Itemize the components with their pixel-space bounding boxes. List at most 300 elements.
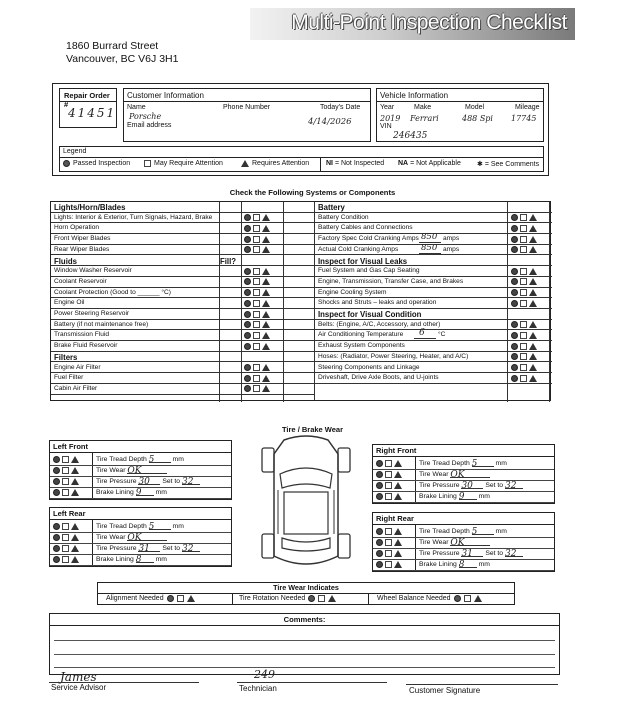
- tb-rr-pressure-may-require-icon[interactable]: [385, 550, 392, 557]
- tb-lf-lining-requires-icon[interactable]: [71, 489, 79, 496]
- rotation-passed-icon[interactable]: [308, 595, 315, 602]
- section-heading-battery: [315, 202, 552, 213]
- condition-5-requires-icon[interactable]: [529, 375, 537, 382]
- fluids-0-passed-icon[interactable]: [244, 268, 251, 275]
- systems-table: [50, 201, 551, 401]
- check-item-label: Driveshaft, Drive Axle Boots, and U-joints: [318, 374, 439, 382]
- tire-row-tread: [96, 455, 184, 463]
- condition-3-may-require-icon[interactable]: [520, 353, 527, 360]
- leaks-3-may-require-icon[interactable]: [520, 300, 527, 307]
- battery-3-requires-icon[interactable]: [529, 246, 537, 253]
- check-row[interactable]: [51, 213, 314, 224]
- tire-row-pressure: [419, 549, 523, 557]
- set-value[interactable]: 32: [181, 476, 194, 487]
- tb-rf-wear-passed-icon[interactable]: [376, 471, 383, 478]
- tb-rf-heading: Right Front: [376, 446, 417, 455]
- battery-3-may-require-icon[interactable]: [520, 246, 527, 253]
- mm-unit: mm: [478, 493, 490, 501]
- section-heading-condition: [315, 309, 552, 320]
- tb-lf-wear-passed-icon[interactable]: [53, 467, 60, 474]
- tb-lf-heading: Left Front: [53, 442, 88, 451]
- wear-value[interactable]: OK: [127, 532, 142, 543]
- check-row[interactable]: [51, 298, 314, 309]
- set-value[interactable]: 32: [504, 480, 517, 491]
- lining-value[interactable]: 8: [135, 555, 142, 566]
- check-item-label: Coolant Reservoir: [54, 277, 107, 285]
- tb-rf-lining-may-require-icon[interactable]: [385, 493, 392, 500]
- condition-4-requires-icon[interactable]: [529, 364, 537, 371]
- alignment-needed-label: Alignment Needed: [106, 595, 164, 602]
- service-advisor-label: Service Advisor: [51, 683, 107, 692]
- wear-value[interactable]: OK: [127, 465, 142, 476]
- wear-value[interactable]: OK: [450, 537, 465, 548]
- comments-box[interactable]: [49, 613, 560, 675]
- pressure-value[interactable]: 30: [138, 476, 150, 487]
- customer-signature-label[interactable]: Customer Signature: [409, 686, 481, 695]
- wear-value[interactable]: OK: [450, 469, 465, 480]
- condition-3-passed-icon[interactable]: [511, 353, 518, 360]
- model-label: Model: [465, 104, 485, 111]
- battery-0-passed-icon[interactable]: [511, 214, 518, 221]
- pressure-label: Tire Pressure: [419, 481, 460, 489]
- tb-lf-pressure-may-require-icon[interactable]: [62, 478, 69, 485]
- asterisk-icon: ✱: [477, 161, 483, 168]
- tb-rr-pressure-requires-icon[interactable]: [394, 550, 402, 557]
- technician-label: Technician: [239, 684, 277, 693]
- date-label: Today's Date: [320, 104, 361, 111]
- fluids-3-passed-icon[interactable]: [244, 300, 251, 307]
- check-row[interactable]: [315, 266, 552, 277]
- battery-2-requires-icon[interactable]: [529, 236, 537, 243]
- leaks-0-requires-icon[interactable]: [529, 268, 537, 275]
- lights-2-passed-icon[interactable]: [244, 236, 251, 243]
- alignment-may-require-icon[interactable]: [177, 595, 184, 602]
- condition-5-passed-icon[interactable]: [511, 375, 518, 382]
- tb-lf-wear-requires-icon[interactable]: [71, 467, 79, 474]
- filters-2-may-require-icon[interactable]: [253, 385, 260, 392]
- check-item-label: Shocks and Struts – leaks and operation: [318, 299, 437, 307]
- lining-label: Brake Lining: [96, 556, 134, 564]
- condition-1-requires-icon[interactable]: [529, 332, 537, 339]
- fill-label: Fill?: [220, 256, 237, 266]
- year-value[interactable]: 2019: [380, 114, 401, 123]
- set-to-label: Set to: [485, 549, 504, 557]
- tread-value[interactable]: 5: [148, 521, 155, 532]
- filters-1-may-require-icon[interactable]: [253, 375, 260, 382]
- lights-2-requires-icon[interactable]: [262, 236, 270, 243]
- condition-0-requires-icon[interactable]: [529, 321, 537, 328]
- tb-rf-wear-may-require-icon[interactable]: [385, 471, 392, 478]
- make-value[interactable]: Ferrari: [410, 114, 439, 123]
- tb-rf-tread-passed-icon[interactable]: [376, 460, 383, 467]
- pressure-value[interactable]: 30: [461, 480, 473, 491]
- email-label: Email address: [127, 122, 172, 129]
- tb-rr-pressure-passed-icon[interactable]: [376, 550, 383, 557]
- pressure-value[interactable]: 31: [138, 543, 150, 554]
- lights-1-requires-icon[interactable]: [262, 225, 270, 232]
- leaks-2-passed-icon[interactable]: [511, 289, 518, 296]
- fluids-3-requires-icon[interactable]: [262, 300, 270, 307]
- battery-2-may-require-icon[interactable]: [520, 236, 527, 243]
- mm-unit: mm: [495, 459, 507, 467]
- tire-row-wear: [96, 466, 167, 474]
- tb-lr-wear-passed-icon[interactable]: [53, 534, 60, 541]
- date-value[interactable]: 4/14/2026: [308, 117, 352, 127]
- advisor-signature[interactable]: James: [60, 670, 97, 684]
- fluids-6-passed-icon[interactable]: [244, 332, 251, 339]
- balance-may-require-icon[interactable]: [464, 595, 471, 602]
- check-row[interactable]: [51, 363, 314, 374]
- fluids-1-requires-icon[interactable]: [262, 278, 270, 285]
- check-row[interactable]: [51, 309, 314, 320]
- condition-5-may-require-icon[interactable]: [520, 375, 527, 382]
- alignment-requires-icon[interactable]: [187, 595, 195, 602]
- fluids-1-may-require-icon[interactable]: [253, 278, 260, 285]
- fluids-2-may-require-icon[interactable]: [253, 289, 260, 296]
- check-item-label: Fuel System and Gas Cap Seating: [318, 267, 420, 275]
- lights-0-may-require-icon[interactable]: [253, 214, 260, 221]
- lining-label: Brake Lining: [419, 561, 457, 569]
- condition-1-passed-icon[interactable]: [511, 332, 518, 339]
- tire-wear-indicates-box: [97, 582, 515, 605]
- tb-lf-lining-may-require-icon[interactable]: [62, 489, 69, 496]
- condition-2-passed-icon[interactable]: [511, 343, 518, 350]
- leaks-3-passed-icon[interactable]: [511, 300, 518, 307]
- tb-lr-tread-passed-icon[interactable]: [53, 523, 60, 530]
- fluids-0-requires-icon[interactable]: [262, 268, 270, 275]
- check-row[interactable]: [315, 242, 552, 256]
- filters-0-passed-icon[interactable]: [244, 364, 251, 371]
- tb-lf-pressure-passed-icon[interactable]: [53, 478, 60, 485]
- condition-2-may-require-icon[interactable]: [520, 343, 527, 350]
- legend-see-comments: = See Comments: [484, 161, 540, 168]
- battery-0-requires-icon[interactable]: [529, 214, 537, 221]
- lights-3-passed-icon[interactable]: [244, 246, 251, 253]
- balance-needed-label: Wheel Balance Needed: [377, 595, 451, 602]
- tb-lf-lining-passed-icon[interactable]: [53, 489, 60, 496]
- tire-row-pressure: [419, 481, 523, 489]
- legend-na-text: = Not Applicable: [410, 160, 461, 167]
- pressure-label: Tire Pressure: [419, 549, 460, 557]
- check-item-label: Engine Cooling System: [318, 288, 387, 296]
- battery-1-may-require-icon[interactable]: [520, 225, 527, 232]
- lights-3-requires-icon[interactable]: [262, 246, 270, 253]
- pressure-label: Tire Pressure: [96, 477, 137, 485]
- tb-lf-wear-may-require-icon[interactable]: [62, 467, 69, 474]
- leaks-2-requires-icon[interactable]: [529, 289, 537, 296]
- check-item-label: Power Steering Reservoir: [54, 310, 130, 317]
- info-box: [52, 83, 549, 176]
- lining-value[interactable]: 9: [135, 488, 142, 499]
- check-item-label: Factory Spec Cold Cranking Amps: [318, 235, 419, 243]
- check-item-label: Battery (if not maintenance free): [54, 320, 149, 328]
- filters-0-requires-icon[interactable]: [262, 364, 270, 371]
- check-row[interactable]: [51, 245, 314, 256]
- check-row[interactable]: [51, 223, 314, 234]
- balance-requires-icon[interactable]: [474, 595, 482, 602]
- left-front-box: [49, 440, 232, 500]
- section-title-battery: Battery: [318, 203, 345, 212]
- set-value[interactable]: 32: [181, 543, 194, 554]
- condition-2-requires-icon[interactable]: [529, 343, 537, 350]
- check-row[interactable]: [51, 266, 314, 277]
- battery-3-passed-icon[interactable]: [511, 246, 518, 253]
- leaks-1-requires-icon[interactable]: [529, 278, 537, 285]
- make-label: Make: [414, 104, 432, 111]
- lining-value[interactable]: 8: [458, 560, 465, 571]
- tb-rr-heading: Right Rear: [376, 514, 414, 523]
- tb-lr-lining-passed-icon[interactable]: [53, 556, 60, 563]
- tire-wear-heading: Tire Wear Indicates: [273, 583, 339, 592]
- check-row[interactable]: [51, 320, 314, 331]
- tb-rr-wear-may-require-icon[interactable]: [385, 539, 392, 546]
- lights-3-may-require-icon[interactable]: [253, 246, 260, 253]
- filters-1-requires-icon[interactable]: [262, 375, 270, 382]
- tb-lr-tread-requires-icon[interactable]: [71, 523, 79, 530]
- phone-label: Phone Number: [223, 104, 271, 111]
- tread-value[interactable]: 5: [148, 454, 155, 465]
- tb-rf-pressure-requires-icon[interactable]: [394, 482, 402, 489]
- actual-amps-value[interactable]: 850: [421, 242, 438, 253]
- pressure-label: Tire Pressure: [96, 544, 137, 552]
- check-row[interactable]: [315, 320, 552, 331]
- tb-rf-pressure-passed-icon[interactable]: [376, 482, 383, 489]
- ac-temp-unit: °C: [438, 331, 446, 339]
- tb-lf-pressure-requires-icon[interactable]: [71, 478, 79, 485]
- check-row[interactable]: [315, 363, 552, 374]
- check-item-label: Coolant Protection (Good to ______ °C): [54, 288, 171, 296]
- tire-row-tread: [96, 522, 184, 530]
- tb-rf-wear-requires-icon[interactable]: [394, 471, 402, 478]
- name-label: Name: [127, 104, 146, 111]
- tire-brake-title: Tire / Brake Wear: [281, 425, 343, 434]
- amps-unit: amps: [443, 235, 460, 243]
- lining-label: Brake Lining: [419, 493, 457, 501]
- fluids-2-requires-icon[interactable]: [262, 289, 270, 296]
- rotation-may-require-icon[interactable]: [318, 595, 325, 602]
- fluids-5-passed-icon[interactable]: [244, 321, 251, 328]
- tb-lr-wear-requires-icon[interactable]: [71, 534, 79, 541]
- section-heading-leaks: [315, 256, 552, 267]
- tread-label: Tire Tread Depth: [96, 522, 147, 530]
- tb-rf-pressure-may-require-icon[interactable]: [385, 482, 392, 489]
- leaks-1-may-require-icon[interactable]: [520, 278, 527, 285]
- vin-value[interactable]: 246435: [393, 131, 428, 141]
- check-row[interactable]: [51, 234, 314, 245]
- tb-lr-pressure-requires-icon[interactable]: [71, 545, 79, 552]
- tb-lr-pressure-may-require-icon[interactable]: [62, 545, 69, 552]
- tb-lf-tread-may-require-icon[interactable]: [62, 456, 69, 463]
- repair-order-label: Repair Order #: [64, 91, 110, 109]
- tread-value[interactable]: 5: [471, 526, 478, 537]
- factory-amps-value[interactable]: 850: [421, 232, 438, 243]
- section-title-fluids: Fluids: [54, 256, 77, 266]
- condition-0-may-require-icon[interactable]: [520, 321, 527, 328]
- repair-order-box: [59, 88, 117, 128]
- tb-lf-tread-requires-icon[interactable]: [71, 456, 79, 463]
- check-row[interactable]: [51, 384, 314, 395]
- ac-temp-value[interactable]: 6: [419, 328, 425, 339]
- set-value[interactable]: 32: [504, 548, 517, 559]
- tb-rf-lining-passed-icon[interactable]: [376, 493, 383, 500]
- right-rear-box: [372, 512, 555, 572]
- fluids-1-passed-icon[interactable]: [244, 278, 251, 285]
- tread-label: Tire Tread Depth: [419, 527, 470, 535]
- tb-rr-tread-requires-icon[interactable]: [394, 528, 402, 535]
- fluids-0-may-require-icon[interactable]: [253, 268, 260, 275]
- leaks-0-may-require-icon[interactable]: [520, 268, 527, 275]
- check-item-label: Battery Condition: [318, 213, 369, 221]
- filters-2-requires-icon[interactable]: [262, 385, 270, 392]
- tb-lf-tread-passed-icon[interactable]: [53, 456, 60, 463]
- fluids-6-requires-icon[interactable]: [262, 332, 270, 339]
- passed-circle-icon: [63, 160, 70, 167]
- fluids-7-may-require-icon[interactable]: [253, 343, 260, 350]
- tire-row-wear: [419, 538, 490, 546]
- check-row[interactable]: [51, 277, 314, 288]
- tb-rr-lining-requires-icon[interactable]: [394, 561, 402, 568]
- check-row[interactable]: [315, 341, 552, 352]
- check-row[interactable]: [51, 288, 314, 299]
- check-item-label: Transmission Fluid: [54, 331, 110, 339]
- check-row[interactable]: [51, 341, 314, 352]
- right-front-box: [372, 444, 555, 504]
- fluids-4-requires-icon[interactable]: [262, 311, 270, 318]
- wear-label: Tire Wear: [419, 470, 449, 478]
- year-label: Year: [380, 104, 395, 111]
- check-row[interactable]: [315, 288, 552, 299]
- lights-0-passed-icon[interactable]: [244, 214, 251, 221]
- fluids-5-may-require-icon[interactable]: [253, 321, 260, 328]
- tb-rf-tread-requires-icon[interactable]: [394, 460, 402, 467]
- lights-0-requires-icon[interactable]: [262, 214, 270, 221]
- tb-rr-wear-passed-icon[interactable]: [376, 539, 383, 546]
- balance-passed-icon[interactable]: [454, 595, 461, 602]
- tb-rr-tread-passed-icon[interactable]: [376, 528, 383, 535]
- mm-unit: mm: [155, 489, 167, 497]
- mileage-value[interactable]: 17745: [511, 114, 537, 123]
- legend-passed: Passed Inspection: [73, 160, 131, 167]
- condition-0-passed-icon[interactable]: [511, 321, 518, 328]
- name-value[interactable]: Porsche: [129, 112, 162, 121]
- check-item-label: Hoses: (Radiator, Power Steering, Heater, and A/C): [318, 352, 469, 360]
- car-diagram-icon: [258, 434, 354, 574]
- check-row[interactable]: [315, 277, 552, 288]
- tire-row-tread: [419, 459, 507, 467]
- pressure-value[interactable]: 31: [461, 548, 473, 559]
- tb-rr-lining-may-require-icon[interactable]: [385, 561, 392, 568]
- condition-3-requires-icon[interactable]: [529, 353, 537, 360]
- section-title-condition: Inspect for Visual Condition: [318, 310, 422, 319]
- tb-rf-tread-may-require-icon[interactable]: [385, 460, 392, 467]
- fluids-2-passed-icon[interactable]: [244, 289, 251, 296]
- lining-value[interactable]: 9: [458, 492, 465, 503]
- vehicle-heading: Vehicle Information: [380, 91, 449, 100]
- mm-unit: mm: [172, 455, 184, 463]
- check-item-label: Lights: Interior & Exterior, Turn Signals, Hazard, Brake: [54, 213, 213, 221]
- lights-1-may-require-icon[interactable]: [253, 225, 260, 232]
- leaks-1-passed-icon[interactable]: [511, 278, 518, 285]
- tire-row-wear: [96, 533, 167, 541]
- section-title-filters: Filters: [54, 352, 78, 362]
- fluids-4-passed-icon[interactable]: [244, 311, 251, 318]
- repair-order-value[interactable]: 41451: [68, 106, 117, 120]
- condition-4-may-require-icon[interactable]: [520, 364, 527, 371]
- tb-rr-tread-may-require-icon[interactable]: [385, 528, 392, 535]
- legend-heading: Legend: [63, 148, 87, 155]
- check-item-label: Battery Cables and Connections: [318, 224, 413, 232]
- set-to-label: Set to: [162, 477, 181, 485]
- tb-lr-tread-may-require-icon[interactable]: [62, 523, 69, 530]
- right-systems-column: [315, 202, 552, 402]
- legend-box: [59, 146, 544, 172]
- check-item-label: Brake Fluid Reservoir: [54, 342, 118, 350]
- check-row[interactable]: [51, 373, 314, 384]
- check-row[interactable]: [315, 373, 552, 384]
- alignment-passed-icon[interactable]: [167, 595, 174, 602]
- fluids-5-requires-icon[interactable]: [262, 321, 270, 328]
- check-row[interactable]: [315, 352, 552, 363]
- lights-2-may-require-icon[interactable]: [253, 236, 260, 243]
- check-row[interactable]: [315, 298, 552, 309]
- rotation-requires-icon[interactable]: [328, 595, 336, 602]
- battery-2-passed-icon[interactable]: [511, 236, 518, 243]
- filters-0-may-require-icon[interactable]: [253, 364, 260, 371]
- battery-0-may-require-icon[interactable]: [520, 214, 527, 221]
- lights-1-passed-icon[interactable]: [244, 225, 251, 232]
- tb-rr-lining-passed-icon[interactable]: [376, 561, 383, 568]
- wear-label: Tire Wear: [96, 533, 126, 541]
- fluids-3-may-require-icon[interactable]: [253, 300, 260, 307]
- model-value[interactable]: 488 Spi: [462, 114, 493, 123]
- tb-rr-wear-requires-icon[interactable]: [394, 539, 402, 546]
- battery-1-passed-icon[interactable]: [511, 225, 518, 232]
- filters-1-passed-icon[interactable]: [244, 375, 251, 382]
- tread-label: Tire Tread Depth: [96, 455, 147, 463]
- tb-lr-pressure-passed-icon[interactable]: [53, 545, 60, 552]
- customer-heading: Customer Information: [127, 91, 204, 100]
- condition-4-passed-icon[interactable]: [511, 364, 518, 371]
- tb-rf-lining-requires-icon[interactable]: [394, 493, 402, 500]
- leaks-0-passed-icon[interactable]: [511, 268, 518, 275]
- fluids-6-may-require-icon[interactable]: [253, 332, 260, 339]
- comments-heading: Comments:: [283, 615, 326, 624]
- technician-signature[interactable]: 249: [254, 668, 275, 681]
- check-item-label: Window Washer Reservoir: [54, 267, 132, 275]
- tb-lr-wear-may-require-icon[interactable]: [62, 534, 69, 541]
- check-row[interactable]: [315, 330, 552, 341]
- tread-value[interactable]: 5: [471, 458, 478, 469]
- fluids-7-requires-icon[interactable]: [262, 343, 270, 350]
- mm-unit: mm: [478, 561, 490, 569]
- check-item-label: Cabin Air Filter: [54, 384, 98, 392]
- condition-1-may-require-icon[interactable]: [520, 332, 527, 339]
- rotation-needed-label: Tire Rotation Needed: [239, 595, 306, 602]
- filters-2-passed-icon[interactable]: [244, 385, 251, 392]
- tb-lr-lining-may-require-icon[interactable]: [62, 556, 69, 563]
- check-row[interactable]: [51, 330, 314, 341]
- tb-lr-lining-requires-icon[interactable]: [71, 556, 79, 563]
- fluids-7-passed-icon[interactable]: [244, 343, 251, 350]
- check-item-label: Engine Air Filter: [54, 363, 101, 371]
- leaks-3-requires-icon[interactable]: [529, 300, 537, 307]
- battery-1-requires-icon[interactable]: [529, 225, 537, 232]
- leaks-2-may-require-icon[interactable]: [520, 289, 527, 296]
- section-title-lights: Lights/Horn/Blades: [54, 203, 126, 212]
- check-row[interactable]: [315, 213, 552, 224]
- left-rear-box: [49, 507, 232, 567]
- fluids-4-may-require-icon[interactable]: [253, 311, 260, 318]
